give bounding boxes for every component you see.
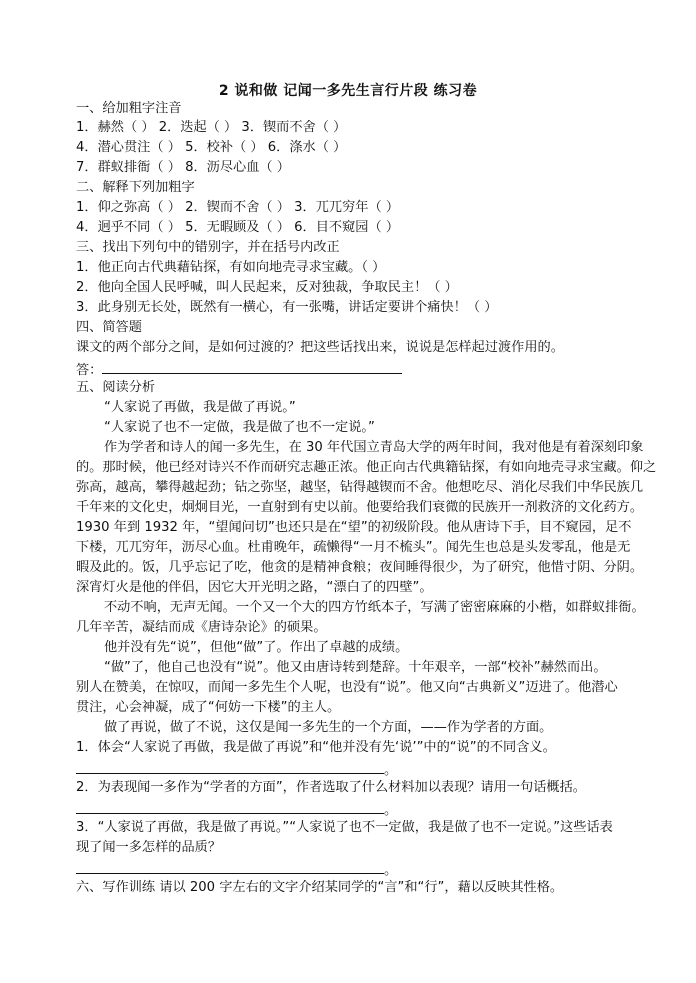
passage-line-3: 弥高，越高，攀得越起劲；钻之弥坚，越坚，钻得越锲而不舍。他想吃尽、消化尽我们中华民族几 <box>76 480 644 495</box>
section-4-heading: 四、简答题 <box>76 320 142 335</box>
meaning-row-1: 1．仰之弥高（ ） 2．锲而不舍（ ） 3．兀兀穷年（ ） <box>76 200 400 215</box>
passage-line-11: 他并没有先“说”，但他“做”了。作出了卓越的成绩。 <box>104 640 409 655</box>
passage-line-9: 不动不响，无声无闻。一个又一个大的四方竹纸本子，写满了密密麻麻的小楷，如群蚁排衙。 <box>104 600 645 615</box>
passage-line-4: 千年来的文化史，炯炯目光，一直射到有史以前。他要给我们衰微的民族开一剂救济的文化药方。 <box>76 500 644 515</box>
section-6-writing: 六、写作训练 请以 200 字左右的文字介绍某同学的“言”和“行”，藉以反映其性格。 <box>76 880 564 895</box>
answer-blank-1[interactable] <box>76 759 384 774</box>
answer-blank-3[interactable] <box>76 859 384 874</box>
short-answer-question: 课文的两个部分之间，是如何过渡的？把这些话找出来，说说是怎样起过渡作用的。 <box>76 340 564 355</box>
reading-question-3: 3．“人家说了再做，我是做了再说。”“人家说了也不一定做，我是做了也不一定说。”这些话表 <box>76 820 613 835</box>
answer-label <box>76 359 402 380</box>
passage-line-8: 深宵灯火是他的伴侣，因它大开光明之路，“漂白了的四壁”。 <box>76 580 433 595</box>
answer-blank[interactable] <box>102 359 402 374</box>
passage-line-12: “做”了，他自己也没有“说”。他又由唐诗转到楚辞。十年艰辛，一部“校补”赫然而出。 <box>104 660 607 675</box>
page-title: 2 说和做 记闻一多先生言行片段 练习卷 <box>218 83 478 99</box>
passage-line-13: 别人在赞美，在惊叹，而闻一多先生个人呢，也没有“说”。他又向“古典新义”迈进了。他潜心 <box>76 680 618 695</box>
passage-line-5: 1930 年到 1932 年，“望闻问切”也还只是在“望”的初级阶段。他从唐诗下手，目不窥园，足不 <box>76 520 632 535</box>
answer-end-1: 。 <box>384 763 398 778</box>
answer-prefix: 答： <box>76 363 103 378</box>
pinyin-row-2: 4．潜心贯注（ ） 5．校补（ ） 6．涤水（ ） <box>76 140 347 155</box>
reading-question-2: 2．为表现闻一多作为“学者的方面”，作者选取了什么材料加以表现？请用一句话概括。 <box>76 780 586 795</box>
reading-answer-3 <box>76 859 397 880</box>
passage-line-7: 暇及此的。饭，几乎忘记了吃，他贪的是精神食粮；夜间睡得很少，为了研究，他惜寸阴、分阴。 <box>76 560 644 575</box>
passage-line-1: 作为学者和诗人的闻一多先生，在 30 年代国立青岛大学的两年时间，我对他是有着深刻印象 <box>104 440 644 455</box>
answer-blank-2[interactable] <box>76 799 384 814</box>
answer-end-2: 。 <box>384 803 398 818</box>
section-2-heading: 二、解释下列加粗字 <box>76 180 195 195</box>
quote-2: “人家说了也不一定做，我是做了也不一定说。” <box>104 420 375 435</box>
section-5-heading: 五、阅读分析 <box>76 380 156 395</box>
quote-1: “人家说了再做，我是做了再说。” <box>104 400 296 415</box>
meaning-row-2: 4．迥乎不同（ ） 5．无暇顾及（ ） 6．目不窥园（ ） <box>76 220 400 235</box>
reading-question-3-cont: 现了闻一多怎样的品质？ <box>76 840 222 855</box>
passage-line-10: 几年辛苦，凝结而成《唐诗杂论》的硕果。 <box>76 620 327 635</box>
typo-item-2: 2．他向全国人民呼喊，叫人民起来，反对独裁，争取民主！（ ） <box>76 280 458 295</box>
answer-end-3: 。 <box>384 863 398 878</box>
reading-answer-2 <box>76 799 397 820</box>
passage-line-14: 贯注，心会神凝，成了“何妨一下楼”的主人。 <box>76 700 341 715</box>
typo-item-1: 1．他正向古代典藉钻探，有如向地壳寻求宝藏。（ ） <box>76 260 386 275</box>
section-3-heading: 三、找出下列句中的错别字，并在括号内改正 <box>76 240 340 255</box>
passage-line-6: 下楼，兀兀穷年，沥尽心血。杜甫晚年，疏懒得“一月不梳头”。闻先生也总是头发零乱，他是无 <box>76 540 631 555</box>
typo-item-3: 3．此身别无长处，既然有一横心，有一张嘴，讲话定要讲个痛快！（ ） <box>76 300 498 315</box>
reading-question-1: 1．体会“人家说了再做，我是做了再说”和“他并没有先‘说’”中的“说”的不同含义。 <box>76 740 556 755</box>
reading-answer-1 <box>76 759 397 780</box>
passage-line-2: 的。那时候，他已经对诗兴不作而研究志趣正浓。他正向古代典籍钻探，有如向地壳寻求宝藏。仰之 <box>76 460 657 475</box>
passage-line-15: 做了再说，做了不说，这仅是闻一多先生的一个方面，——作为学者的方面。 <box>104 720 553 735</box>
pinyin-row-3: 7．群蚁排衙（ ） 8．沥尽心血（ ） <box>76 160 290 175</box>
pinyin-row-1: 1．赫然（ ） 2．迭起（ ） 3．锲而不舍（ ） <box>76 120 347 135</box>
section-1-heading: 一、给加粗字注音 <box>76 101 182 116</box>
